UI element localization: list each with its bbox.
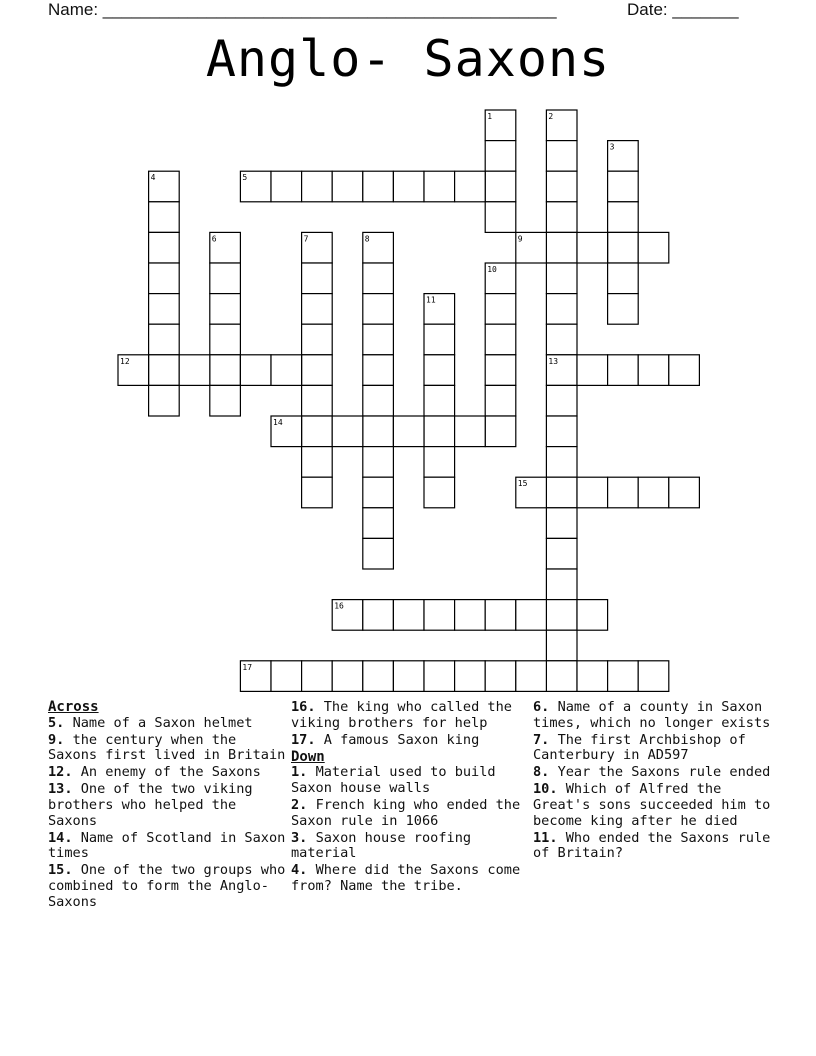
- grid-cell[interactable]: [363, 171, 394, 202]
- clue-number-label: 7: [303, 234, 309, 244]
- clue-text: Saxon house roofing material: [291, 829, 472, 862]
- grid-cell[interactable]: [149, 202, 180, 233]
- clue-text: The first Archbishop of Canterbury in AD597: [533, 731, 746, 764]
- grid-cell[interactable]: [271, 661, 302, 692]
- clue-number-label: 12: [120, 356, 130, 366]
- grid-cell[interactable]: [149, 294, 180, 325]
- grid-cell[interactable]: [546, 324, 577, 355]
- grid-cell[interactable]: [546, 232, 577, 263]
- clue-down-7: [533, 733, 773, 764]
- clue-column-1: [48, 700, 288, 912]
- clue-number-label: 1: [487, 112, 493, 121]
- clue-number: 9.: [48, 731, 65, 748]
- grid-cell[interactable]: [302, 416, 333, 447]
- grid-cell[interactable]: [302, 355, 333, 386]
- grid-cell[interactable]: [546, 477, 577, 508]
- clue-number: 6.: [533, 699, 550, 715]
- grid-cell[interactable]: [424, 385, 455, 416]
- name-field-label[interactable]: Name: ________________________________________________: [48, 0, 557, 19]
- clue-text: Material used to build Saxon house walls: [291, 764, 496, 796]
- clue-number-label: 13: [548, 356, 559, 366]
- grid-cell[interactable]: [424, 600, 455, 631]
- clue-number: 2.: [291, 797, 308, 814]
- clue-across-13: [48, 782, 288, 829]
- grid-cell[interactable]: [302, 263, 333, 294]
- clue-down-4: [291, 863, 529, 894]
- grid-cell[interactable]: [608, 171, 639, 202]
- grid-cell[interactable]: [363, 508, 394, 539]
- grid-cell[interactable]: [577, 661, 608, 692]
- grid-cell[interactable]: [546, 263, 577, 294]
- clue-text: Name of a county in Saxon times, which no longer exists: [533, 699, 771, 731]
- grid-cell[interactable]: [485, 141, 516, 172]
- grid-cell[interactable]: [485, 171, 516, 202]
- grid-cell[interactable]: [638, 477, 669, 508]
- grid-cell[interactable]: [424, 477, 455, 508]
- grid-cell[interactable]: [302, 477, 333, 508]
- clue-number: 8.: [533, 764, 550, 781]
- grid-cell[interactable]: [546, 447, 577, 478]
- clue-text: One of the two groups who combined to form the Anglo-Saxons: [48, 862, 286, 910]
- grid-cell[interactable]: [424, 324, 455, 355]
- grid-cell[interactable]: [149, 232, 180, 263]
- across-heading: Across: [48, 699, 99, 715]
- grid-cell[interactable]: [455, 600, 486, 631]
- clue-text: Who ended the Saxons rule of Britain?: [533, 829, 771, 862]
- down-heading: Down: [291, 748, 325, 765]
- grid-cell[interactable]: [485, 355, 516, 386]
- grid-cell[interactable]: [516, 600, 547, 631]
- grid-cell[interactable]: [302, 385, 333, 416]
- grid-cell[interactable]: [302, 661, 333, 692]
- clue-number: 11.: [533, 829, 558, 846]
- grid-cell[interactable]: [546, 600, 577, 631]
- clue-text: The king who called the viking brothers for help: [291, 699, 512, 731]
- grid-cell[interactable]: [240, 355, 271, 386]
- clue-across-12: [48, 765, 288, 781]
- clue-down-6: [533, 700, 773, 731]
- clue-down-8: [533, 765, 773, 781]
- clue-number: 4.: [291, 862, 308, 879]
- grid-cell[interactable]: [302, 294, 333, 325]
- grid-cell[interactable]: [577, 477, 608, 508]
- grid-cell[interactable]: [363, 385, 394, 416]
- page-title: Anglo- Saxons: [205, 30, 611, 88]
- clue-text: French king who ended the Saxon rule in 1066: [291, 797, 521, 829]
- clue-number-label: 17: [242, 662, 253, 672]
- grid-cell[interactable]: [149, 324, 180, 355]
- grid-cell[interactable]: [546, 385, 577, 416]
- clue-number-label: 14: [273, 418, 283, 427]
- clue-number: 12.: [48, 764, 73, 781]
- grid-cell[interactable]: [363, 661, 394, 692]
- grid-cell[interactable]: [332, 661, 363, 692]
- grid-cell[interactable]: [608, 202, 639, 233]
- clue-number-label: 10: [487, 265, 497, 274]
- grid-cell[interactable]: [363, 477, 394, 508]
- clue-down-3: [291, 831, 529, 862]
- clue-number: 14.: [48, 829, 73, 846]
- grid-cell[interactable]: [424, 416, 455, 447]
- clue-column-3: [533, 700, 773, 863]
- grid-cell[interactable]: [271, 171, 302, 202]
- grid-cell[interactable]: [485, 661, 516, 692]
- grid-cell[interactable]: [363, 294, 394, 325]
- clue-text: Which of Alfred the Great's sons succeeded him to become king after he died: [533, 781, 771, 829]
- grid-cell[interactable]: [485, 600, 516, 631]
- clue-number: 10.: [533, 781, 558, 798]
- clue-number: 5.: [48, 714, 65, 731]
- grid-cell[interactable]: [179, 355, 210, 386]
- grid-cell[interactable]: [302, 324, 333, 355]
- grid-cell[interactable]: [638, 661, 669, 692]
- grid-cell[interactable]: [608, 263, 639, 294]
- grid-cell[interactable]: [302, 447, 333, 478]
- clue-number: 15.: [48, 862, 73, 879]
- clue-number: 16.: [291, 699, 316, 715]
- grid-cell[interactable]: [424, 661, 455, 692]
- clue-down-2: [291, 798, 529, 829]
- clue-number-label: 3: [609, 142, 615, 152]
- date-field-label[interactable]: Date: _______: [627, 0, 739, 19]
- grid-cell[interactable]: [485, 294, 516, 325]
- grid-cell[interactable]: [455, 416, 486, 447]
- clue-number: 1.: [291, 764, 308, 781]
- grid-cell[interactable]: [485, 324, 516, 355]
- grid-cell[interactable]: [669, 355, 700, 386]
- grid-cell[interactable]: [485, 416, 516, 447]
- clue-text: A famous Saxon king: [323, 731, 480, 748]
- grid-cell[interactable]: [149, 355, 180, 386]
- grid-cell[interactable]: [608, 355, 639, 386]
- clue-number-label: 9: [517, 234, 523, 244]
- clue-number-label: 4: [150, 173, 156, 183]
- clue-text: Name of a Saxon helmet: [72, 714, 253, 731]
- grid-cell[interactable]: [546, 416, 577, 447]
- clue-down-1: [291, 765, 529, 796]
- grid-cell[interactable]: [638, 232, 669, 263]
- grid-cell[interactable]: [363, 263, 394, 294]
- clue-number-label: 5: [242, 173, 248, 183]
- grid-cell[interactable]: [363, 324, 394, 355]
- grid-cell[interactable]: [577, 600, 608, 631]
- clue-number: 17.: [291, 731, 316, 748]
- clue-number-label: 11: [426, 295, 436, 305]
- grid-cell[interactable]: [669, 477, 700, 508]
- grid-cell[interactable]: [546, 661, 577, 692]
- grid-cell[interactable]: [638, 355, 669, 386]
- clue-down-10: [533, 782, 773, 829]
- grid-cell[interactable]: [210, 294, 241, 325]
- grid-cell[interactable]: [210, 355, 241, 386]
- grid-cell[interactable]: [332, 171, 363, 202]
- grid-cell[interactable]: [577, 355, 608, 386]
- grid-cell[interactable]: [363, 447, 394, 478]
- grid-cell[interactable]: [363, 355, 394, 386]
- grid-cell[interactable]: [363, 538, 394, 569]
- grid-cell[interactable]: [608, 232, 639, 263]
- clue-number-label: 2: [548, 112, 554, 121]
- grid-cell[interactable]: [485, 202, 516, 233]
- grid-cell[interactable]: [363, 600, 394, 631]
- grid-cell[interactable]: [546, 294, 577, 325]
- clue-number-label: 16: [334, 601, 344, 611]
- clue-text: Year the Saxons rule ended: [557, 764, 771, 781]
- grid-cell[interactable]: [546, 171, 577, 202]
- grid-cell[interactable]: [149, 263, 180, 294]
- clue-text: An enemy of the Saxons: [80, 764, 261, 781]
- clue-text: One of the two viking brothers who helped the Saxons: [48, 781, 253, 829]
- clue-text: Name of Scotland in Saxon times: [48, 829, 286, 862]
- clue-number: 3.: [291, 829, 308, 846]
- clue-across-9: [48, 733, 288, 764]
- grid-cell[interactable]: [485, 385, 516, 416]
- clue-text: Where did the Saxons come from? Name the tribe.: [291, 862, 521, 895]
- grid-cell[interactable]: [608, 294, 639, 325]
- clue-text: the century when the Saxons first lived in Britain: [48, 731, 286, 764]
- grid-cell[interactable]: [546, 630, 577, 661]
- grid-cell[interactable]: [393, 171, 424, 202]
- grid-cell[interactable]: [608, 661, 639, 692]
- clue-number-label: 6: [211, 234, 217, 244]
- clue-number-label: 8: [364, 234, 370, 244]
- clue-across-5: [48, 716, 288, 732]
- clue-across-15: [48, 863, 288, 910]
- grid-cell[interactable]: [577, 232, 608, 263]
- clue-across-16: [291, 700, 529, 731]
- grid-cell[interactable]: [546, 508, 577, 539]
- grid-cell[interactable]: [424, 355, 455, 386]
- clue-column-2: [291, 700, 529, 896]
- clue-across-17: [291, 733, 529, 749]
- clue-number: 7.: [533, 731, 550, 748]
- grid-cell[interactable]: [546, 569, 577, 600]
- grid-cell[interactable]: [302, 171, 333, 202]
- grid-cell[interactable]: [393, 600, 424, 631]
- clue-across-14: [48, 831, 288, 862]
- grid-cell[interactable]: [546, 538, 577, 569]
- clue-number-label: 15: [517, 479, 528, 489]
- grid-cell[interactable]: [608, 477, 639, 508]
- grid-cell[interactable]: [210, 324, 241, 355]
- grid-cell[interactable]: [271, 355, 302, 386]
- grid-cell[interactable]: [363, 416, 394, 447]
- clue-number: 13.: [48, 781, 73, 798]
- grid-cell[interactable]: [393, 661, 424, 692]
- grid-cell[interactable]: [424, 171, 455, 202]
- grid-cell[interactable]: [546, 202, 577, 233]
- grid-cell[interactable]: [210, 385, 241, 416]
- grid-cell[interactable]: [393, 416, 424, 447]
- grid-cell[interactable]: [149, 385, 180, 416]
- grid-cell[interactable]: [455, 171, 486, 202]
- grid-cell[interactable]: [455, 661, 486, 692]
- grid-cell[interactable]: [210, 263, 241, 294]
- grid-cell[interactable]: [424, 447, 455, 478]
- clue-down-11: [533, 831, 773, 862]
- grid-cell[interactable]: [332, 416, 363, 447]
- grid-cell[interactable]: [516, 661, 547, 692]
- grid-cell[interactable]: [546, 141, 577, 172]
